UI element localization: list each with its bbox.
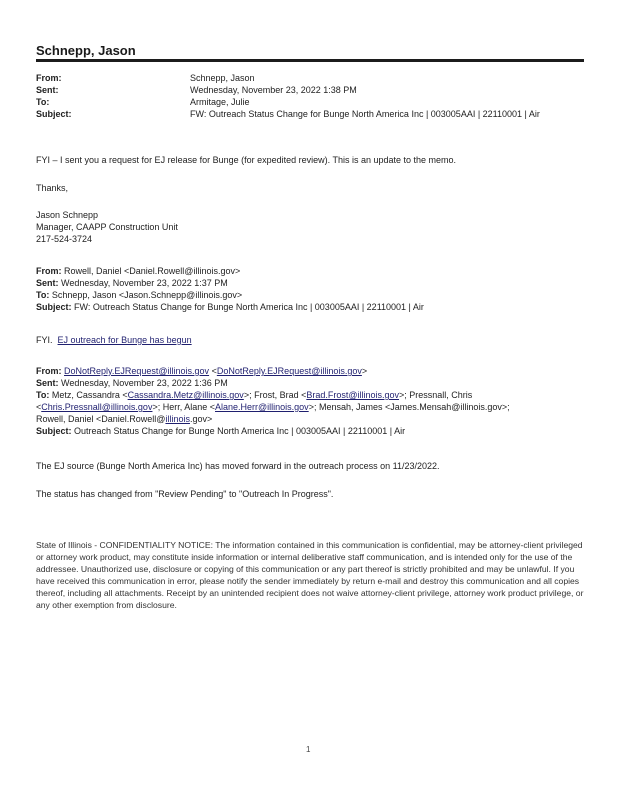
forward-header-1 <box>36 265 596 313</box>
illinois-link[interactable]: illinois <box>165 414 190 424</box>
header-label: Sent: <box>36 85 59 95</box>
fwd1-to: Schnepp, Jason <Jason.Schnepp@illinois.gov> <box>49 290 243 300</box>
metz-email-link[interactable]: Cassandra.Metz@illinois.gov <box>127 390 244 400</box>
fwd1-from-label: From: <box>36 266 62 276</box>
fwd1-subject-label: Subject: <box>36 302 72 312</box>
title-rule <box>36 59 584 62</box>
header-label: From: <box>36 73 62 83</box>
fwd2-sent: Wednesday, November 23, 2022 1:36 PM <box>58 378 228 388</box>
header-row-subject <box>36 108 596 120</box>
fwd2-to-label: To: <box>36 390 50 400</box>
intro-text: FYI – I sent you a request for EJ release for Bunge (for expedited review). This is an update to the memo. <box>36 155 457 165</box>
fwd1-sent: Wednesday, November 23, 2022 1:37 PM <box>58 278 228 288</box>
email-header <box>36 72 596 120</box>
pressnall-email-link[interactable]: Chris.Pressnall@illinois.gov <box>41 402 153 412</box>
fwd2-to-d: < <box>36 402 42 412</box>
document-title: Schnepp, Jason <box>36 43 136 58</box>
fwd2-to-h: .gov> <box>189 414 213 424</box>
signature-phone: 217-524-3724 <box>36 234 93 244</box>
fwd1-from: Rowell, Daniel <Daniel.Rowell@illinois.gov> <box>61 266 241 276</box>
signature-block <box>36 209 596 245</box>
fwd2-subject-label: Subject: <box>36 426 72 436</box>
fwd2-to-b: >; Frost, Brad < <box>243 390 307 400</box>
herr-email-link[interactable]: Alane.Herr@illinois.gov <box>215 402 309 412</box>
fwd2-to-a: Metz, Cassandra < <box>49 390 128 400</box>
signature-title: Manager, CAAPP Construction Unit <box>36 222 178 232</box>
header-label: To: <box>36 97 50 107</box>
thanks-text: Thanks, <box>36 183 69 193</box>
header-row-from <box>36 72 596 84</box>
header-value: Schnepp, Jason <box>190 73 255 83</box>
forward-header-2 <box>36 365 596 437</box>
frost-email-link[interactable]: Brad.Frost@illinois.gov <box>306 390 400 400</box>
fyi-line <box>36 334 596 346</box>
fwd2-subject: Outreach Status Change for Bunge North America Inc | 003005AAI | 22110001 | Air <box>71 426 406 436</box>
fwd2-from-label: From: <box>36 366 62 376</box>
header-row-sent <box>36 84 596 96</box>
signature-name: Jason Schnepp <box>36 210 99 220</box>
header-value: Armitage, Julie <box>190 97 250 107</box>
fwd2-from-mid: < <box>209 366 217 376</box>
fwd2-to-c: >; Pressnall, Chris <box>399 390 473 400</box>
donotreply-email-link[interactable]: DoNotReply.EJRequest@illinois.gov <box>64 366 210 376</box>
fwd2-to-f: >; Mensah, James <James.Mensah@illinois.gov>; <box>308 402 510 412</box>
confidentiality-notice: State of Illinois - CONFIDENTIALITY NOTICE: The information contained in this communication is confidential, may be attorney-client privileged or attorney work product, may constitute inside information or internal deliberative staff communication, and is intended only for the use of the addressee. Unauthorized use, disclosure or copying of this communication or any part thereof is strictly prohibited and may be unlawful. If you have received this communication in error, please notify the sender immediately by return e-mail and destroy this communication and all copies thereof, including all attachments. Receipt by an unintended recipient does not waive attorney-client privilege, attorney work product privilege, or any other exemption from disclosure. <box>36 540 584 610</box>
header-label: Subject: <box>36 109 72 119</box>
donotreply-email-link-2[interactable]: DoNotReply.EJRequest@illinois.gov <box>216 366 362 376</box>
page-number: 1 <box>306 745 311 754</box>
header-value: Wednesday, November 23, 2022 1:38 PM <box>190 85 357 95</box>
fwd2-to-e: >; Herr, Alane < <box>152 402 215 412</box>
header-value: FW: Outreach Status Change for Bunge North America Inc | 003005AAI | 22110001 | Air <box>190 109 540 119</box>
fwd1-to-label: To: <box>36 290 50 300</box>
fwd1-subject: FW: Outreach Status Change for Bunge North America Inc | 003005AAI | 22110001 | Air <box>71 302 424 312</box>
fyi-text: FYI. <box>36 335 53 345</box>
status-line-2: The status has changed from "Review Pending" to "Outreach In Progress". <box>36 489 334 499</box>
fwd2-to-g: Rowell, Daniel <Daniel.Rowell@ <box>36 414 166 424</box>
ej-outreach-link[interactable]: EJ outreach for Bunge has begun <box>57 335 192 345</box>
fwd2-sent-label: Sent: <box>36 378 59 388</box>
fwd2-from-end: > <box>361 366 368 376</box>
header-row-to <box>36 96 596 108</box>
fwd1-sent-label: Sent: <box>36 278 59 288</box>
status-line-1: The EJ source (Bunge North America Inc) has moved forward in the outreach process on 11/23/2022. <box>36 461 440 471</box>
